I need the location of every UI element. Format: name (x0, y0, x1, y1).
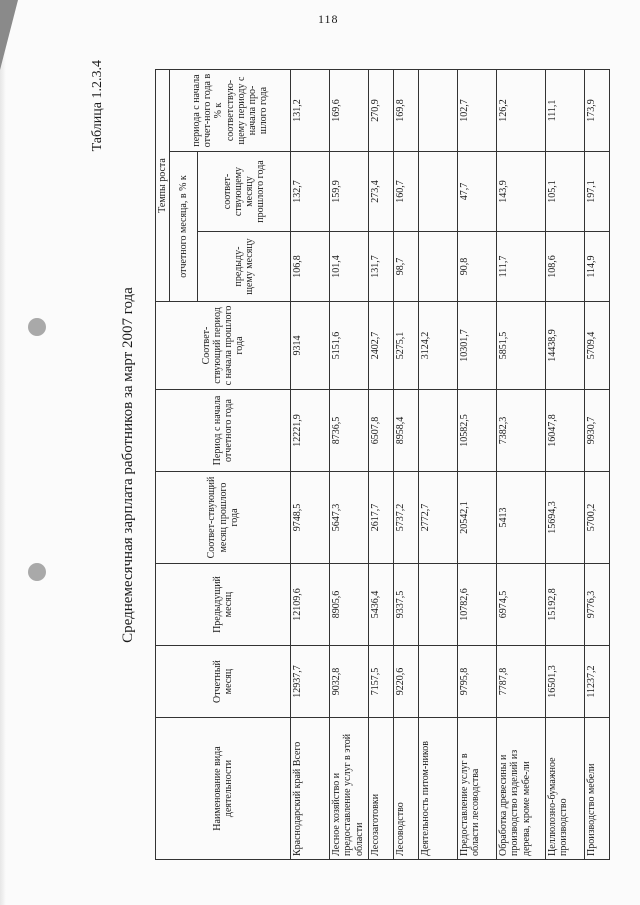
header-same-period-last-year: Соответ-ствующий период с начала прошлого года (156, 302, 291, 390)
table-row (369, 70, 394, 860)
table-row (330, 70, 369, 860)
row-name-cell: Производство мебели (585, 718, 610, 860)
page-number: 118 (318, 12, 339, 26)
value-cell: 2402,7 (369, 302, 394, 390)
value-cell: 159,9 (330, 152, 369, 232)
header-current-month: Отчетный месяц (156, 646, 291, 718)
table-body (291, 70, 610, 860)
header-to-previous-month: предыду-щему месяцу (197, 232, 290, 302)
table-row (585, 70, 610, 860)
value-cell: 101,4 (330, 232, 369, 302)
header-current-month-pct: отчетного месяца, в % к (170, 152, 198, 302)
value-cell: 9776,3 (585, 564, 610, 646)
table-row (497, 70, 546, 860)
row-name-cell: Краснодарский край Всего (291, 718, 330, 860)
value-cell (419, 390, 458, 472)
value-cell: 10582,5 (458, 390, 497, 472)
value-cell: 8905,6 (330, 564, 369, 646)
value-cell: 6974,5 (497, 564, 546, 646)
value-cell: 15694,3 (546, 472, 585, 564)
value-cell: 111,1 (546, 70, 585, 152)
value-cell: 105,1 (546, 152, 585, 232)
table-title: Среднемесячная зарплата работников за март 2007 года (120, 287, 136, 643)
value-cell: 160,7 (394, 152, 419, 232)
value-cell: 108,6 (546, 232, 585, 302)
value-cell: 7382,3 (497, 390, 546, 472)
value-cell: 9337,5 (394, 564, 419, 646)
value-cell: 270,9 (369, 70, 394, 152)
value-cell: 8958,4 (394, 390, 419, 472)
header-to-same-month-last-year: соответ-ствующему месяцу прошлого года (197, 152, 290, 232)
value-cell: 111,7 (497, 232, 546, 302)
value-cell: 15192,8 (546, 564, 585, 646)
value-cell: 126,2 (497, 70, 546, 152)
value-cell: 102,7 (458, 70, 497, 152)
row-name-cell: Лесоводство (394, 718, 419, 860)
value-cell: 10782,6 (458, 564, 497, 646)
value-cell: 5647,3 (330, 472, 369, 564)
punch-hole (28, 318, 46, 336)
value-cell: 16501,3 (546, 646, 585, 718)
value-cell: 5151,6 (330, 302, 369, 390)
value-cell: 20542,1 (458, 472, 497, 564)
value-cell (419, 646, 458, 718)
header-same-month-last-year: Соответ-ствующий месяц прошлого года (156, 472, 291, 564)
value-cell: 5709,4 (585, 302, 610, 390)
value-cell: 2772,7 (419, 472, 458, 564)
value-cell: 14438,9 (546, 302, 585, 390)
value-cell: 11237,2 (585, 646, 610, 718)
value-cell: 2617,7 (369, 472, 394, 564)
header-previous-month: Предыдущий месяц (156, 564, 291, 646)
punch-hole (28, 563, 46, 581)
value-cell: 9032,8 (330, 646, 369, 718)
value-cell: 5436,4 (369, 564, 394, 646)
value-cell: 9795,8 (458, 646, 497, 718)
value-cell: 9314 (291, 302, 330, 390)
table-row (458, 70, 497, 860)
value-cell: 8736,5 (330, 390, 369, 472)
value-cell: 16047,8 (546, 390, 585, 472)
value-cell: 7157,5 (369, 646, 394, 718)
row-name-cell: Деятельность питом-ников (419, 718, 458, 860)
value-cell: 173,9 (585, 70, 610, 152)
value-cell: 131,7 (369, 232, 394, 302)
header-period-pct: периода с начала отчет-ного года в % к соответствую-щему периоду с начала про-шлого года (170, 70, 291, 152)
value-cell: 6507,8 (369, 390, 394, 472)
value-cell (419, 152, 458, 232)
value-cell: 12109,6 (291, 564, 330, 646)
value-cell: 10301,7 (458, 302, 497, 390)
row-name-cell: Лесозаготовки (369, 718, 394, 860)
value-cell: 47,7 (458, 152, 497, 232)
page-edge-shadow (0, 0, 6, 905)
value-cell: 5737,2 (394, 472, 419, 564)
value-cell: 169,8 (394, 70, 419, 152)
rotated-table-sheet (90, 60, 598, 860)
value-cell: 3124,2 (419, 302, 458, 390)
value-cell: 169,6 (330, 70, 369, 152)
row-name-cell: Предоставление услуг в области лесоводства (458, 718, 497, 860)
salary-table (155, 69, 610, 860)
value-cell: 106,8 (291, 232, 330, 302)
value-cell: 5700,2 (585, 472, 610, 564)
header-growth-rates: Темпы роста (156, 70, 170, 302)
value-cell: 132,7 (291, 152, 330, 232)
row-name-cell: Обработка древесины и производство изделий из дерева, кроме мебе-ли (497, 718, 546, 860)
table-row (419, 70, 458, 860)
value-cell: 131,2 (291, 70, 330, 152)
value-cell: 143,9 (497, 152, 546, 232)
value-cell: 9220,6 (394, 646, 419, 718)
value-cell: 114,9 (585, 232, 610, 302)
folded-corner (0, 0, 18, 70)
value-cell: 90,8 (458, 232, 497, 302)
table-row (546, 70, 585, 860)
table-row (291, 70, 330, 860)
value-cell: 12937,7 (291, 646, 330, 718)
value-cell: 9748,5 (291, 472, 330, 564)
table-row (394, 70, 419, 860)
value-cell: 273,4 (369, 152, 394, 232)
header-period-since-start: Период с начала отчетного года (156, 390, 291, 472)
value-cell: 12221,9 (291, 390, 330, 472)
row-name-cell: Целлюлозно-бумажное производство (546, 718, 585, 860)
header-name: Наименование вида деятельности (156, 718, 291, 860)
value-cell (419, 232, 458, 302)
value-cell: 9930,7 (585, 390, 610, 472)
value-cell: 5851,5 (497, 302, 546, 390)
value-cell (419, 564, 458, 646)
row-name-cell: Лесное хозяйство и предоставление услуг в этой области (330, 718, 369, 860)
value-cell: 7787,8 (497, 646, 546, 718)
value-cell (419, 70, 458, 152)
value-cell: 197,1 (585, 152, 610, 232)
value-cell: 5413 (497, 472, 546, 564)
value-cell: 5275,1 (394, 302, 419, 390)
value-cell: 98,7 (394, 232, 419, 302)
table-number: Таблица 1.2.3.4 (90, 60, 105, 152)
